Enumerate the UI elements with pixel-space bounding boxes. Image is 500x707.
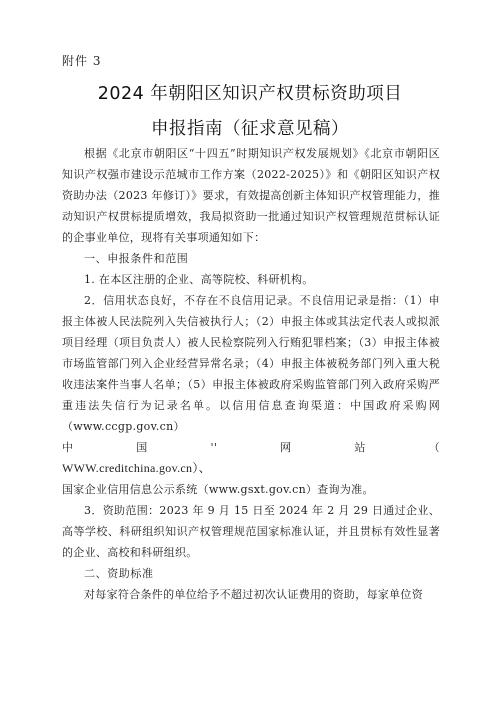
url-line-token: 国 bbox=[136, 441, 148, 454]
condition-item-2: 2．信用状态良好，不存在不良信用记录。不良信用记录是指：（1）申报主体被人民法院列入失信被执行人；（2）申报主体或其法定代表人或拟派项目经理（项目负责人）被人民检察院列入行贿犯罪档案；（3）申报主体被市场监管部门列入企业经营异常名录；（4）申报主体被税务部门列入重大税收违法案件当事人名单；（5）申报主体被政府采购监管部门列入政府采购严重违法失信行为记录名单。以信用信息查询渠道：中国政府采购网（www.ccgp.gov.cn） bbox=[62, 294, 440, 433]
url-line-token: '' bbox=[210, 441, 218, 454]
document-title-line2: 申报指南（征求意见稿） bbox=[151, 119, 349, 139]
section2-heading: 二、资助标准 bbox=[84, 567, 154, 580]
condition-item-2-tail: 国家企业信用信息公示系统（www.gsxt.gov.cn）查询为准。 bbox=[62, 483, 374, 496]
condition-item-3: 3．资助范围：2023 年 9 月 15 日至 2024 年 2 月 29 日通过企业、高等学校、科研组织知识产权管理规范国家标准认证，并且贯标有效性显著的企业、高校和科研组织。 bbox=[62, 504, 440, 559]
credit-website-line bbox=[62, 437, 440, 458]
credit-china-url: WWW.creditchina.gov.cn）、 bbox=[62, 461, 211, 475]
section1-heading: 一、申报条件和范围 bbox=[84, 252, 189, 265]
document-body bbox=[62, 143, 440, 605]
condition-item-1: 1. 在本区注册的企业、高等院校、科研机构。 bbox=[84, 273, 314, 286]
url-line-token: （ bbox=[428, 441, 440, 454]
document-title-line1: 2024 年朝阳区知识产权贯标资助项目 bbox=[97, 84, 403, 104]
url-line-token: 站 bbox=[354, 441, 366, 454]
url-line-token: 中 bbox=[62, 441, 74, 454]
attachment-label: 附件 3 bbox=[62, 54, 102, 68]
url-line-token: 网 bbox=[280, 441, 292, 454]
section2-paragraph: 对每家符合条件的单位给予不超过初次认证费用的资助，每家单位资 bbox=[84, 588, 423, 601]
intro-paragraph: 根据《北京市朝阳区“十四五”时期知识产权发展规划》《北京市朝阳区知识产权强市建设示范城市工作方案（2022-2025）》和《朝阳区知识产权资助办法（2023 年修订）》要求，有效提高创新主体知识产权管理能力，推动知识产权贯标提质增效，我局拟资助一批通过知识产权管理规范贯标认证的企事业单位，现将有关事项通知如下： bbox=[62, 147, 440, 244]
